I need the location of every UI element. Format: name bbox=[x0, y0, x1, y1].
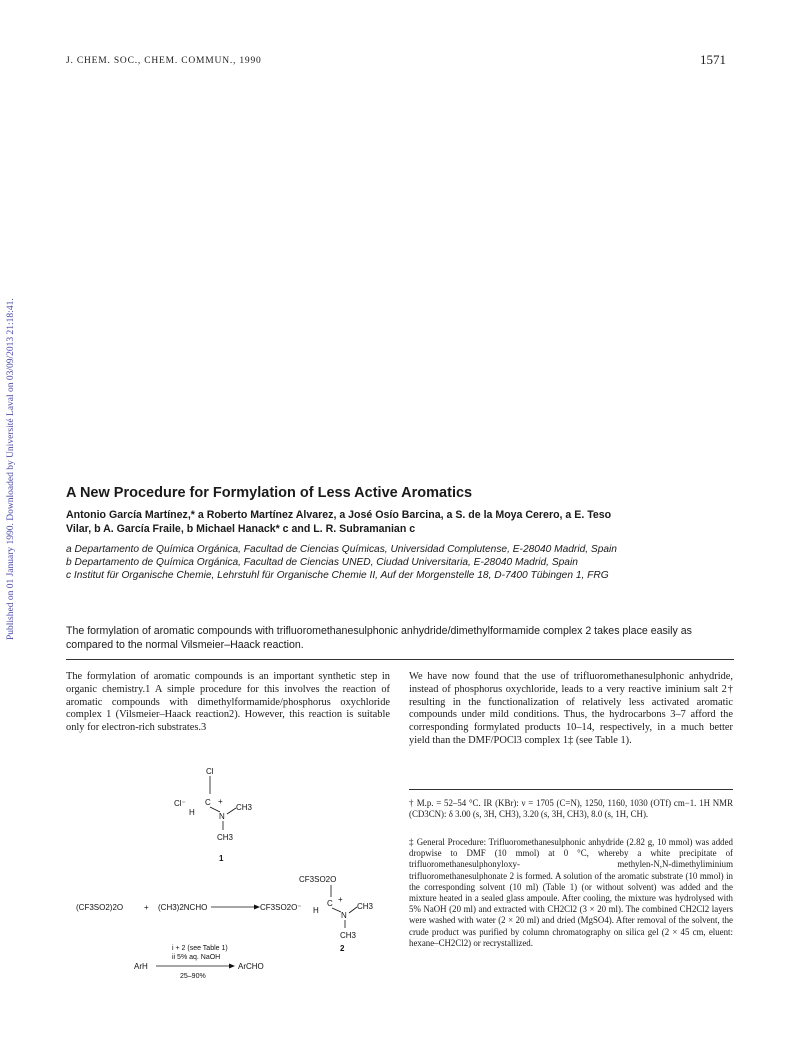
plus-sign: + bbox=[144, 903, 149, 912]
dmf-reagent: (CH3)2NCHO bbox=[158, 903, 208, 912]
bond-c-n-2 bbox=[332, 908, 341, 912]
triflyloxy-group: CF3SO2O bbox=[299, 875, 337, 884]
carbon-atom: C bbox=[205, 798, 211, 807]
hydrogen-atom-2: H bbox=[313, 906, 319, 915]
running-head: J. CHEM. SOC., CHEM. COMMUN., 1990 bbox=[66, 56, 262, 66]
download-watermark bbox=[6, 240, 20, 640]
reaction-arrowhead-2 bbox=[229, 964, 235, 969]
carbon-atom-2: C bbox=[327, 899, 333, 908]
footnote-divider bbox=[409, 789, 733, 790]
author-list bbox=[66, 508, 734, 536]
formylation-equation bbox=[134, 945, 264, 980]
article-title: A New Procedure for Formylation of Less Active Aromatics bbox=[66, 485, 473, 501]
chlorine-atom: Cl bbox=[206, 767, 214, 776]
aldehyde-product: ArCHO bbox=[238, 962, 264, 971]
yield-range: 25–90% bbox=[180, 973, 206, 980]
footnote-general-procedure: ‡ General Procedure: Trifluoromethanesulphonic anhydride (2.82 g, 10 mmol) was added dropwise to DMF (10 mmol) at 0 °C, whereby a white precipitate of trifluoromethanesulphonyloxy- methylen-N,N-dimethyliminium trifluoromethanesulphonate 2 is formed. A solution of the aromatic substrate (10 mmol) in the corresponding solvent (10 ml) (Table 1) (or without solvent) was added and the mixture heated in a sealed glass ampoule. After cooling, the mixture was hydrolysed with 5% NaOH (20 ml) and extracted with CH2Cl2 (3 × 20 ml). The combined CH2Cl2 layers were washed with water (2 × 20 ml) and dried (MgSO4). After removal of the solvent, the crude product was purified by column chromatography on silica gel (2 × 45 cm, eluent: hexane–CH2Cl2) or recrystallized. bbox=[409, 837, 733, 948]
abstract: The formylation of aromatic compounds with trifluoromethanesulphonic anhydride/dimethylformamide complex 2 takes place easily as compared to the normal Vilsmeier–Haack reaction. bbox=[66, 625, 692, 651]
formation-of-complex-2 bbox=[76, 875, 374, 953]
author-line-2: Vilar, b A. García Fraile, b Michael Hanack* c and L. R. Subramanian c bbox=[66, 523, 416, 535]
compound-label-2: 2 bbox=[340, 944, 345, 953]
nitrogen-atom: N bbox=[219, 812, 225, 821]
results-paragraph: We have now found that the use of trifluoromethanesulphonic anhydride, instead of phosphorus oxychloride, leads to a very reactive iminium salt 2† resulting in the functionalization of relatively less activated aromatic compounds under mild conditions. Thus, the hydrocarbons 3–7 afford the corresponding formylated products 10–14, respectively, in a much better yield than the DMF/POCl3 complex 1‡ (see Table 1). bbox=[409, 671, 733, 746]
complex-1-structure bbox=[174, 767, 253, 863]
affiliation-a: a Departamento de Química Orgánica, Facultad de Ciencias Químicas, Universidad Complutense, E-28040 Madrid, Spain bbox=[66, 544, 617, 555]
page-number: 1571 bbox=[700, 52, 726, 67]
hydrogen-atom: H bbox=[189, 808, 195, 817]
condition-ii: ii 5% aq. NaOH bbox=[172, 954, 221, 961]
affiliation-c: c Institut für Organische Chemie, Lehrstuhl für Organische Chemie II, Auf der Morgenstelle 18, D-7400 Tübingen 1, FRG bbox=[66, 570, 609, 582]
intro-paragraph: The formylation of aromatic compounds is an important synthetic step in organic chemistry.1 A simple procedure for this involves the reaction of aromatic compounds with dimethylformamide/phosphorus oxychloride complex 1 (Vilsmeier–Haack reaction2). However, this reaction is suitable only for electron-rich substrates.3 bbox=[66, 671, 390, 734]
affiliation-b: b Departamento de Química Orgánica, Facultad de Ciencias UNED, Ciudad Universitaria, E-28040 Madrid, Spain bbox=[66, 557, 578, 569]
condition-i: i + 2 (see Table 1) bbox=[172, 945, 228, 952]
affiliations bbox=[66, 543, 734, 583]
plus-charge-2: + bbox=[338, 895, 343, 904]
methyl-group-down: CH3 bbox=[217, 833, 234, 842]
plus-charge: + bbox=[218, 797, 223, 806]
triflate-anion: CF3SO2O⁻ bbox=[260, 903, 302, 912]
methyl-group-2: CH3 bbox=[357, 902, 374, 911]
footnote-dagger: † M.p. = 52–54 °C. IR (KBr): ν = 1705 (C=N), 1250, 1160, 1030 (OTf) cm−1. 1H NMR (CD3CN): δ 3.00 (s, 3H, CH3), 3.20 (s, 3H, CH3), 8.0 (s, 1H, CH). bbox=[409, 798, 733, 820]
reaction-scheme bbox=[66, 760, 396, 980]
compound-label-1: 1 bbox=[219, 854, 224, 863]
chloride-anion: Cl⁻ bbox=[174, 799, 186, 808]
methyl-group-down-2: CH3 bbox=[340, 931, 357, 940]
abstract-divider bbox=[66, 659, 734, 660]
bond-n-methyl bbox=[227, 808, 236, 814]
arene-substrate: ArH bbox=[134, 962, 148, 971]
methyl-group: CH3 bbox=[236, 803, 253, 812]
bond-n-methyl-2 bbox=[349, 907, 357, 913]
author-line-1: Antonio García Martínez,* a Roberto Martínez Alvarez, a José Osío Barcina, a S. de la Moya Cerero, a E. Teso bbox=[66, 509, 612, 521]
nitrogen-atom-2: N bbox=[341, 911, 347, 920]
triflic-anhydride: (CF3SO2)2O bbox=[76, 903, 124, 912]
download-watermark-text: Published on 01 January 1990. Downloaded by Université Laval on 03/09/2013 21:18:41. bbox=[6, 298, 16, 640]
